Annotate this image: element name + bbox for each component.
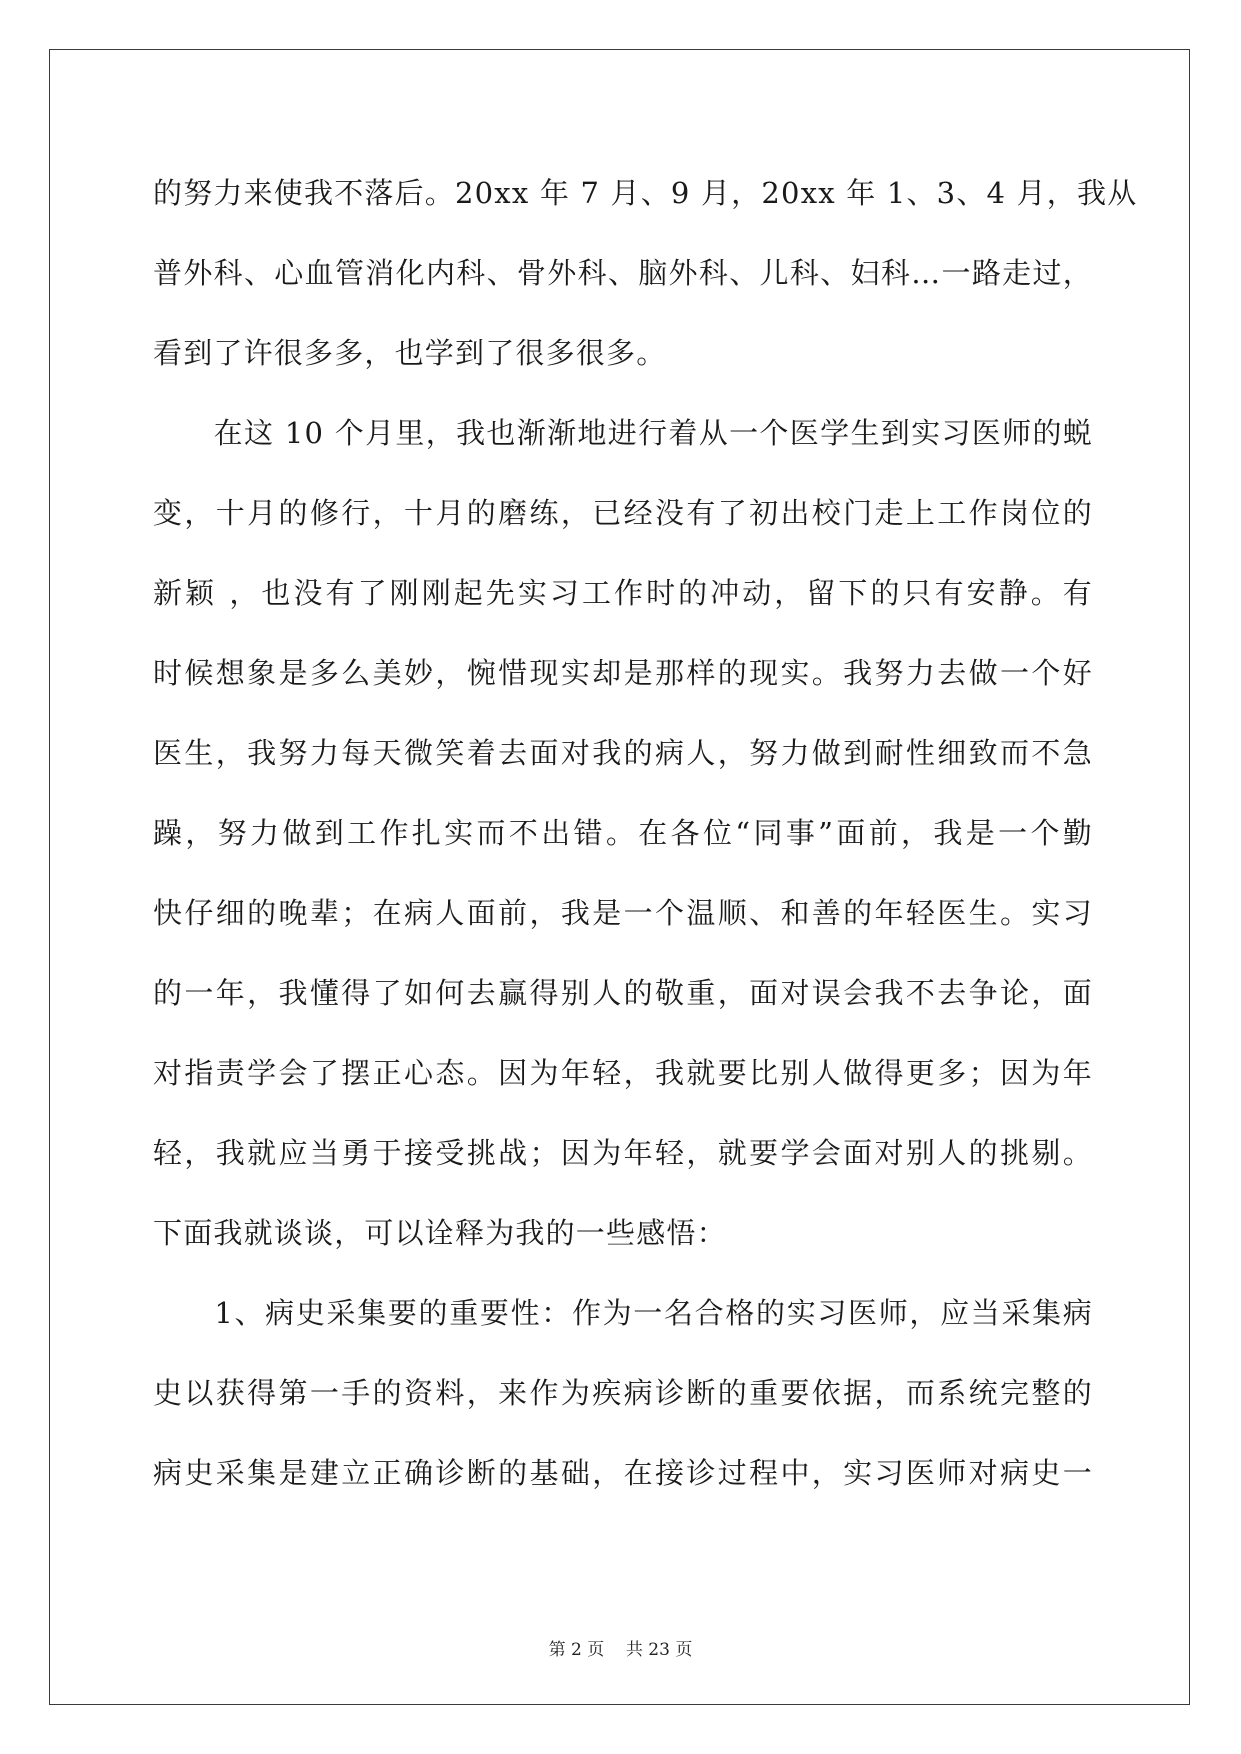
text-line: 时候想象是多么美妙，惋惜现实却是那样的现实。我努力去做一个好: [153, 656, 1093, 690]
text-line: 躁，努力做到工作扎实而不出错。在各位“同事”面前，我是一个勤: [153, 816, 1093, 850]
text-line: 的努力来使我不落后。20xx 年 7 月、9 月，20xx 年 1、3、4 月，我从: [153, 176, 1138, 210]
page-number: 第 2 页: [548, 1640, 605, 1660]
text-line: 看到了许很多多，也学到了很多很多。: [153, 336, 667, 370]
text-line: 新颖 ，也没有了刚刚起先实习工作时的冲动，留下的只有安静。有: [153, 576, 1093, 610]
text-line: 快仔细的晚辈；在病人面前，我是一个温顺、和善的年轻医生。实习: [153, 896, 1093, 930]
text-line: 轻，我就应当勇于接受挑战；因为年轻，就要学会面对别人的挑剔。: [153, 1136, 1093, 1170]
text-line: 1、病史采集要的重要性：作为一名合格的实习医师，应当采集病: [153, 1296, 1093, 1330]
text-line: 普外科、心血管消化内科、骨外科、脑外科、儿科、妇科…一路走过，: [153, 256, 1093, 290]
text-line: 史以获得第一手的资料，来作为疾病诊断的重要依据，而系统完整的: [153, 1376, 1093, 1410]
text-line: 变，十月的修行，十月的磨练，已经没有了初出校门走上工作岗位的: [153, 496, 1093, 530]
text-line: 病史采集是建立正确诊断的基础，在接诊过程中，实习医师对病史一: [153, 1456, 1093, 1490]
body-text: [153, 163, 1138, 1523]
page-total: 共 23 页: [625, 1640, 693, 1660]
text-line: 下面我就谈谈，可以诠释为我的一些感悟：: [153, 1216, 727, 1250]
page-footer: [0, 1635, 1241, 1660]
text-line: 医生，我努力每天微笑着去面对我的病人，努力做到耐性细致而不急: [153, 736, 1093, 770]
text-line: 对指责学会了摆正心态。因为年轻，我就要比别人做得更多；因为年: [153, 1056, 1093, 1090]
text-line: 在这 10 个月里，我也渐渐地进行着从一个医学生到实习医师的蜕: [153, 416, 1093, 450]
text-line: 的一年，我懂得了如何去赢得别人的敬重，面对误会我不去争论，面: [153, 976, 1093, 1010]
